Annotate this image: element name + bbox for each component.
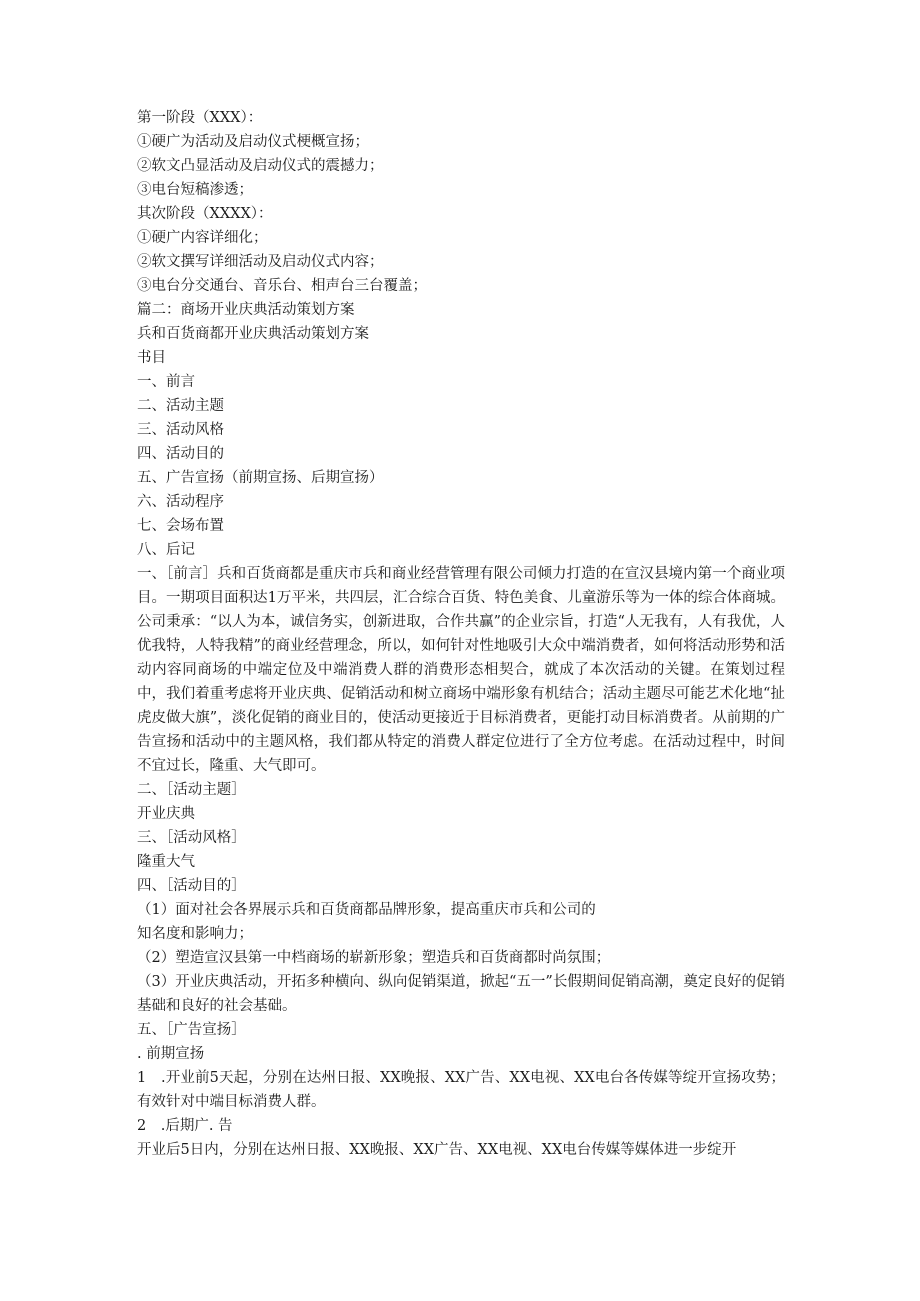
chapter-title: 篇二：商场开业庆典活动策划方案 <box>137 302 355 318</box>
subsection-heading: 2 .后期广. 告 <box>137 1118 233 1134</box>
section-heading: 三、［活动风格］ <box>137 830 246 846</box>
paragraph-line: 开业后5日内，分别在达州日报、XX晚报、XX广告、XX电视、XX电台传媒等媒体进一步绽开 <box>137 1142 737 1158</box>
toc-heading: 书目 <box>137 350 166 366</box>
toc-item: 八、后记 <box>137 542 195 558</box>
list-item: ③电台短稿渗透； <box>137 182 253 198</box>
preface-paragraph: 一、［前言］兵和百货商都是重庆市兵和商业经营管理有限公司倾力打造的在宣汉县境内第一个商业项目。一期项目面积达1万平米，共四层，汇合综合百货、特色美食、儿童游乐等为一体的综合体商城。公司秉承：“以人为本，诚信务实，创新进取，合作共赢”的企业宗旨，打造“人无我有，人有我优，人优我特，人特我精”的商业经营理念，所以，如何针对性地吸引大众中端消费者，如何将活动形势和活动内容同商场的中端定位及中端消费人群的消费形态相契合，就成了本次活动的关键。在策划过程中，我们着重考虑将开业庆典、促销活动和树立商场中端形象有机结合；活动主题尽可能艺术化地“扯虎皮做大旗”，淡化促销的商业目的，使活动更接近于目标消费者，更能打动目标消费者。从前期的广告宣扬和活动中的主题风格，我们都从特定的消费人群定位进行了全方位考虑。在活动过程中，时间不宜过长，隆重、大气即可。 <box>137 566 785 774</box>
section-heading: 二、［活动主题］ <box>137 782 246 798</box>
section-content: 开业庆典 <box>137 806 195 822</box>
stage-two-heading: 其次阶段（XXXX）： <box>137 206 273 222</box>
toc-item: 六、活动程序 <box>137 494 224 510</box>
list-item: ①硬广内容详细化； <box>137 230 268 246</box>
toc-item: 一、前言 <box>137 374 195 390</box>
toc-item: 五、广告宣扬（前期宣扬、后期宣扬） <box>137 470 384 486</box>
toc-item: 七、会场布置 <box>137 518 224 534</box>
section-heading: 四、［活动目的］ <box>137 878 246 894</box>
list-item: ②软文凸显活动及启动仪式的震撼力； <box>137 158 384 174</box>
toc-item: 三、活动风格 <box>137 422 224 438</box>
section-content: 隆重大气 <box>137 854 195 870</box>
plan-title: 兵和百货商都开业庆典活动策划方案 <box>137 326 369 342</box>
document-body <box>137 106 785 1162</box>
toc-item: 四、活动目的 <box>137 446 224 462</box>
goal-item: （1）面对社会各界展示兵和百货商都品牌形象，提高重庆市兵和公司的 <box>137 902 596 918</box>
list-item: 1 .开业前5天起，分别在达州日报、XX晚报、XX广告、XX电视、XX电台各传媒等绽开宣扬攻势；有效针对中端目标消费人群。 <box>137 1070 785 1110</box>
toc-item: 二、活动主题 <box>137 398 224 414</box>
stage-one-heading: 第一阶段（XXX）： <box>137 110 263 126</box>
section-heading: 五、［广告宣扬］ <box>137 1022 246 1038</box>
list-item: ③电台分交通台、音乐台、相声台三台覆盖； <box>137 278 427 294</box>
list-item: ②软文撰写详细活动及启动仪式内容； <box>137 254 384 270</box>
subsection-heading: . 前期宣扬 <box>137 1046 205 1062</box>
list-item: ①硬广为活动及启动仪式梗概宣扬； <box>137 134 369 150</box>
goal-item: （3）开业庆典活动，开拓多种横向、纵向促销渠道，掀起“五一”长假期间促销高潮，奠定良好的促销基础和良好的社会基础。 <box>137 974 785 1014</box>
goal-item: 知名度和影响力； <box>137 926 253 942</box>
goal-item: （2）塑造宣汉县第一中档商场的崭新形象；塑造兵和百货商都时尚氛围； <box>137 950 611 966</box>
